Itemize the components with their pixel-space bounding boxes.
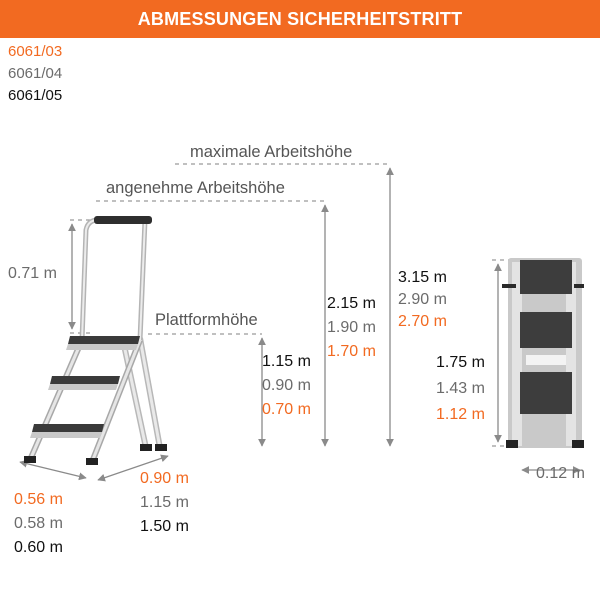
max-height-value-03: 2.70 m [398, 313, 447, 330]
comfort-height-value-04: 1.90 m [327, 319, 376, 336]
folded-height-value-05: 1.75 m [436, 354, 485, 371]
base-depth-value-04: 1.15 m [140, 494, 189, 511]
base-width-value-03: 0.56 m [14, 491, 63, 508]
folded-height-value-03: 1.12 m [436, 406, 485, 423]
comfortable-working-height-label: angenehme Arbeitshöhe [106, 179, 285, 197]
max-working-height-label: maximale Arbeitshöhe [190, 143, 353, 161]
platform-height-value-05: 1.15 m [262, 353, 311, 370]
base-width-arrow [20, 462, 86, 478]
folded-depth-value: 0.12 m [536, 465, 585, 482]
base-depth-value-05: 1.50 m [140, 518, 189, 535]
comfort-height-value-03: 1.70 m [327, 343, 376, 360]
platform-height-value-03: 0.70 m [262, 401, 311, 418]
base-depth-value-03: 0.90 m [140, 470, 189, 487]
platform-height-label: Plattformhöhe [155, 311, 258, 329]
folded-ladder [502, 258, 584, 448]
open-ladder [24, 216, 167, 465]
platform-height-value-04: 0.90 m [262, 377, 311, 394]
comfort-height-value-05: 2.15 m [327, 295, 376, 312]
model-label-04: 6061/04 [8, 65, 63, 82]
handrail-height-value: 0.71 m [8, 265, 57, 282]
max-height-value-04: 2.90 m [398, 291, 447, 308]
max-height-value-05: 3.15 m [398, 269, 447, 286]
base-width-value-05: 0.60 m [14, 539, 63, 556]
base-width-value-04: 0.58 m [14, 515, 63, 532]
page-title: ABMESSUNGEN SICHERHEITSTRITT [137, 9, 463, 29]
model-label-05: 6061/05 [8, 87, 63, 104]
model-label-03: 6061/03 [8, 43, 63, 60]
folded-height-value-04: 1.43 m [436, 380, 485, 397]
